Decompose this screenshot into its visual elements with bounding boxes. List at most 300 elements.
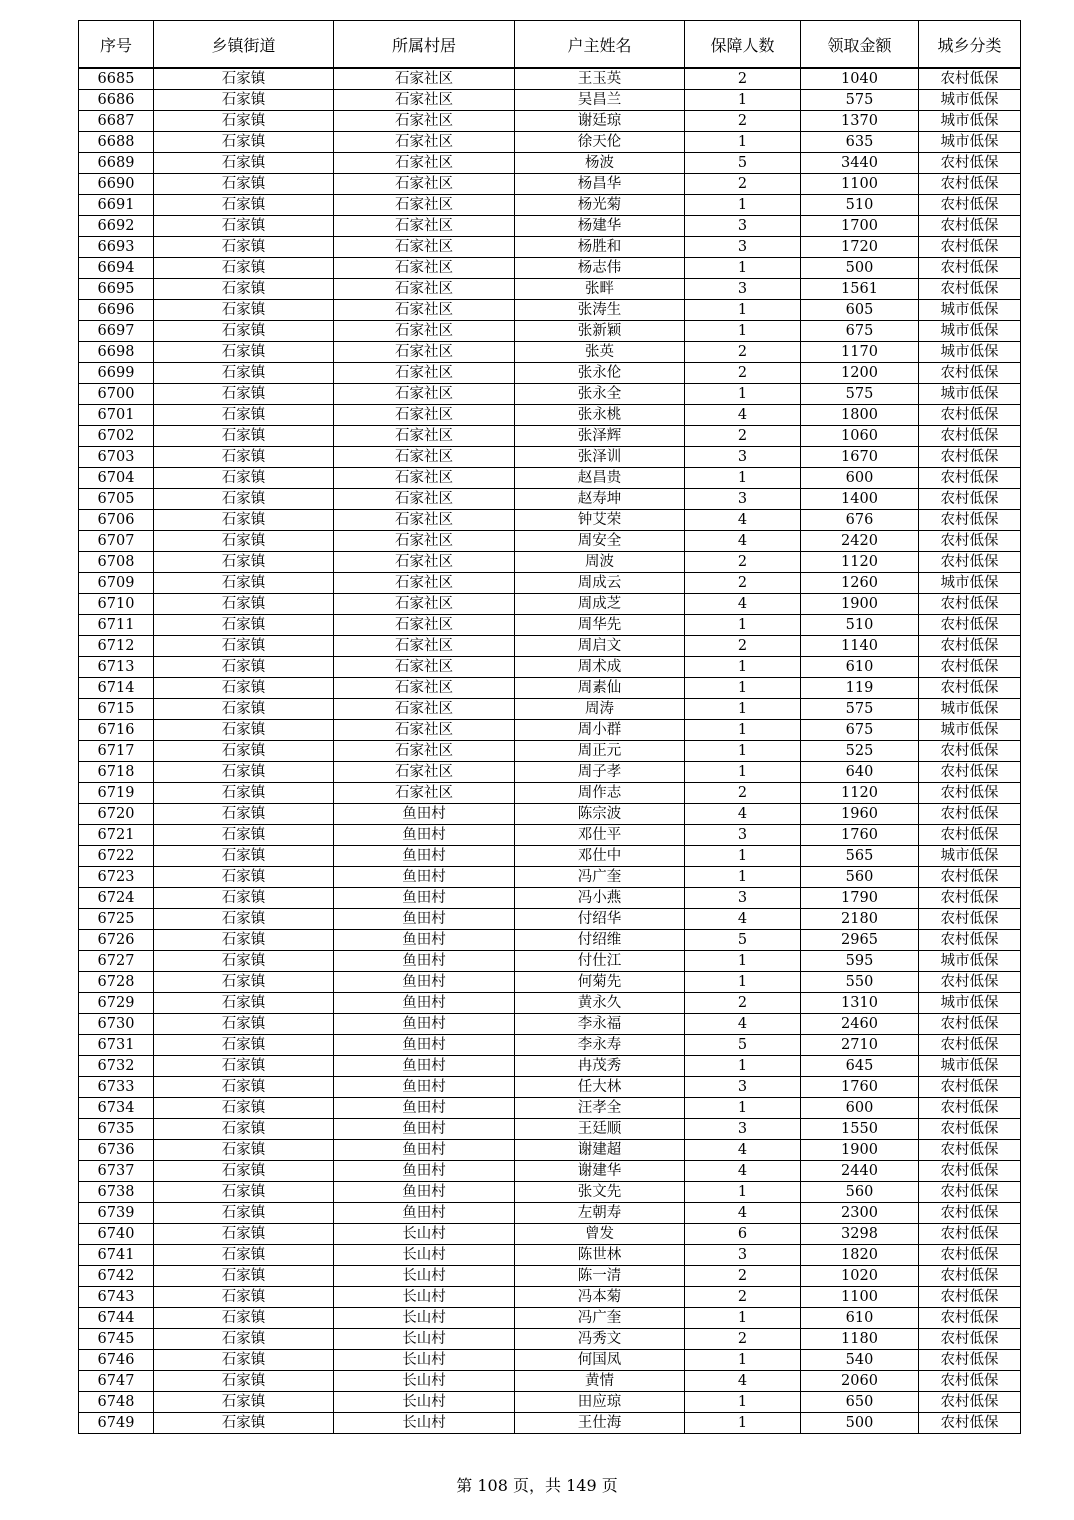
table-row bbox=[79, 1161, 1021, 1182]
cell-town: 石家镇 bbox=[154, 1266, 334, 1287]
cell-category: 农村低保 bbox=[919, 1266, 1021, 1287]
cell-category: 农村低保 bbox=[919, 1119, 1021, 1140]
cell-amount: 575 bbox=[801, 90, 919, 111]
cell-amount: 2060 bbox=[801, 1371, 919, 1392]
table-row bbox=[79, 1119, 1021, 1140]
cell-index: 6719 bbox=[79, 783, 154, 804]
cell-householder: 周素仙 bbox=[515, 678, 685, 699]
cell-householder: 冯广奎 bbox=[515, 867, 685, 888]
cell-householder: 张涛生 bbox=[515, 300, 685, 321]
cell-amount: 1180 bbox=[801, 1329, 919, 1350]
table-row bbox=[79, 174, 1021, 195]
cell-village: 鱼田村 bbox=[334, 1077, 515, 1098]
cell-amount: 600 bbox=[801, 1098, 919, 1119]
cell-category: 农村低保 bbox=[919, 258, 1021, 279]
cell-category: 农村低保 bbox=[919, 237, 1021, 258]
cell-persons: 1 bbox=[685, 321, 801, 342]
cell-householder: 张泽辉 bbox=[515, 426, 685, 447]
cell-village: 石家社区 bbox=[334, 132, 515, 153]
cell-village: 石家社区 bbox=[334, 90, 515, 111]
cell-householder: 周华先 bbox=[515, 615, 685, 636]
cell-village: 石家社区 bbox=[334, 447, 515, 468]
cell-town: 石家镇 bbox=[154, 1161, 334, 1182]
table-row bbox=[79, 1056, 1021, 1077]
cell-persons: 2 bbox=[685, 363, 801, 384]
cell-persons: 3 bbox=[685, 1245, 801, 1266]
cell-village: 鱼田村 bbox=[334, 909, 515, 930]
cell-persons: 2 bbox=[685, 993, 801, 1014]
cell-persons: 1 bbox=[685, 1413, 801, 1434]
cell-index: 6685 bbox=[79, 68, 154, 90]
cell-persons: 2 bbox=[685, 68, 801, 90]
cell-householder: 何菊先 bbox=[515, 972, 685, 993]
cell-village: 长山村 bbox=[334, 1245, 515, 1266]
cell-town: 石家镇 bbox=[154, 804, 334, 825]
cell-category: 农村低保 bbox=[919, 636, 1021, 657]
cell-village: 长山村 bbox=[334, 1392, 515, 1413]
cell-category: 城市低保 bbox=[919, 846, 1021, 867]
cell-amount: 640 bbox=[801, 762, 919, 783]
cell-town: 石家镇 bbox=[154, 174, 334, 195]
cell-category: 农村低保 bbox=[919, 489, 1021, 510]
cell-town: 石家镇 bbox=[154, 1413, 334, 1434]
cell-persons: 4 bbox=[685, 510, 801, 531]
table-row bbox=[79, 237, 1021, 258]
cell-amount: 1060 bbox=[801, 426, 919, 447]
cell-householder: 黄情 bbox=[515, 1371, 685, 1392]
col-header-village: 所属村居 bbox=[334, 21, 515, 69]
cell-amount: 1800 bbox=[801, 405, 919, 426]
cell-amount: 595 bbox=[801, 951, 919, 972]
cell-category: 农村低保 bbox=[919, 615, 1021, 636]
cell-index: 6710 bbox=[79, 594, 154, 615]
cell-town: 石家镇 bbox=[154, 1224, 334, 1245]
cell-index: 6739 bbox=[79, 1203, 154, 1224]
table-row bbox=[79, 1014, 1021, 1035]
cell-category: 城市低保 bbox=[919, 132, 1021, 153]
col-header-category: 城乡分类 bbox=[919, 21, 1021, 69]
cell-persons: 4 bbox=[685, 531, 801, 552]
cell-persons: 4 bbox=[685, 1371, 801, 1392]
cell-town: 石家镇 bbox=[154, 1014, 334, 1035]
cell-town: 石家镇 bbox=[154, 510, 334, 531]
cell-householder: 吴昌兰 bbox=[515, 90, 685, 111]
cell-householder: 周正元 bbox=[515, 741, 685, 762]
cell-category: 农村低保 bbox=[919, 195, 1021, 216]
col-header-amount: 领取金额 bbox=[801, 21, 919, 69]
cell-category: 农村低保 bbox=[919, 825, 1021, 846]
cell-category: 农村低保 bbox=[919, 468, 1021, 489]
cell-amount: 650 bbox=[801, 1392, 919, 1413]
cell-category: 农村低保 bbox=[919, 174, 1021, 195]
cell-persons: 4 bbox=[685, 405, 801, 426]
cell-persons: 1 bbox=[685, 678, 801, 699]
cell-town: 石家镇 bbox=[154, 825, 334, 846]
cell-category: 城市低保 bbox=[919, 993, 1021, 1014]
cell-persons: 1 bbox=[685, 132, 801, 153]
col-header-town: 乡镇街道 bbox=[154, 21, 334, 69]
cell-index: 6704 bbox=[79, 468, 154, 489]
cell-persons: 1 bbox=[685, 384, 801, 405]
cell-town: 石家镇 bbox=[154, 216, 334, 237]
table-row bbox=[79, 68, 1021, 90]
cell-village: 石家社区 bbox=[334, 573, 515, 594]
cell-village: 石家社区 bbox=[334, 552, 515, 573]
table-row bbox=[79, 615, 1021, 636]
cell-householder: 钟艾荣 bbox=[515, 510, 685, 531]
cell-persons: 3 bbox=[685, 237, 801, 258]
cell-index: 6746 bbox=[79, 1350, 154, 1371]
cell-index: 6734 bbox=[79, 1098, 154, 1119]
cell-householder: 赵昌贵 bbox=[515, 468, 685, 489]
cell-village: 石家社区 bbox=[334, 489, 515, 510]
cell-town: 石家镇 bbox=[154, 930, 334, 951]
cell-town: 石家镇 bbox=[154, 615, 334, 636]
cell-persons: 1 bbox=[685, 615, 801, 636]
cell-village: 长山村 bbox=[334, 1413, 515, 1434]
cell-category: 农村低保 bbox=[919, 1392, 1021, 1413]
table-row bbox=[79, 1413, 1021, 1434]
cell-persons: 1 bbox=[685, 846, 801, 867]
table-row bbox=[79, 489, 1021, 510]
cell-village: 石家社区 bbox=[334, 699, 515, 720]
cell-amount: 610 bbox=[801, 1308, 919, 1329]
cell-householder: 周子孝 bbox=[515, 762, 685, 783]
cell-index: 6730 bbox=[79, 1014, 154, 1035]
cell-town: 石家镇 bbox=[154, 300, 334, 321]
cell-persons: 4 bbox=[685, 909, 801, 930]
cell-amount: 645 bbox=[801, 1056, 919, 1077]
table-row bbox=[79, 1098, 1021, 1119]
cell-index: 6688 bbox=[79, 132, 154, 153]
cell-persons: 2 bbox=[685, 174, 801, 195]
cell-persons: 3 bbox=[685, 447, 801, 468]
table-header bbox=[79, 21, 1021, 69]
cell-village: 石家社区 bbox=[334, 195, 515, 216]
cell-householder: 冯小燕 bbox=[515, 888, 685, 909]
cell-index: 6699 bbox=[79, 363, 154, 384]
cell-amount: 525 bbox=[801, 741, 919, 762]
cell-village: 鱼田村 bbox=[334, 930, 515, 951]
cell-amount: 1790 bbox=[801, 888, 919, 909]
cell-householder: 赵寿坤 bbox=[515, 489, 685, 510]
col-header-persons: 保障人数 bbox=[685, 21, 801, 69]
cell-householder: 任大林 bbox=[515, 1077, 685, 1098]
cell-index: 6721 bbox=[79, 825, 154, 846]
cell-category: 农村低保 bbox=[919, 867, 1021, 888]
cell-amount: 605 bbox=[801, 300, 919, 321]
cell-persons: 1 bbox=[685, 1392, 801, 1413]
cell-category: 农村低保 bbox=[919, 1413, 1021, 1434]
cell-town: 石家镇 bbox=[154, 678, 334, 699]
cell-amount: 1900 bbox=[801, 1140, 919, 1161]
table-row bbox=[79, 1182, 1021, 1203]
cell-village: 鱼田村 bbox=[334, 888, 515, 909]
cell-category: 农村低保 bbox=[919, 1140, 1021, 1161]
table-row bbox=[79, 720, 1021, 741]
cell-amount: 3298 bbox=[801, 1224, 919, 1245]
cell-index: 6707 bbox=[79, 531, 154, 552]
cell-persons: 4 bbox=[685, 1203, 801, 1224]
cell-index: 6702 bbox=[79, 426, 154, 447]
cell-householder: 田应琼 bbox=[515, 1392, 685, 1413]
cell-village: 鱼田村 bbox=[334, 825, 515, 846]
cell-town: 石家镇 bbox=[154, 1035, 334, 1056]
cell-persons: 1 bbox=[685, 762, 801, 783]
table-row bbox=[79, 1224, 1021, 1245]
cell-village: 石家社区 bbox=[334, 300, 515, 321]
table-row bbox=[79, 363, 1021, 384]
cell-village: 石家社区 bbox=[334, 636, 515, 657]
cell-category: 农村低保 bbox=[919, 741, 1021, 762]
cell-index: 6720 bbox=[79, 804, 154, 825]
cell-amount: 2440 bbox=[801, 1161, 919, 1182]
cell-householder: 付绍维 bbox=[515, 930, 685, 951]
cell-village: 石家社区 bbox=[334, 531, 515, 552]
col-header-householder: 户主姓名 bbox=[515, 21, 685, 69]
cell-amount: 1200 bbox=[801, 363, 919, 384]
cell-householder: 曾发 bbox=[515, 1224, 685, 1245]
cell-category: 农村低保 bbox=[919, 1161, 1021, 1182]
cell-category: 城市低保 bbox=[919, 342, 1021, 363]
cell-village: 石家社区 bbox=[334, 741, 515, 762]
cell-village: 鱼田村 bbox=[334, 1182, 515, 1203]
table-row bbox=[79, 741, 1021, 762]
cell-amount: 575 bbox=[801, 699, 919, 720]
cell-amount: 1720 bbox=[801, 237, 919, 258]
cell-householder: 陈一清 bbox=[515, 1266, 685, 1287]
cell-village: 石家社区 bbox=[334, 783, 515, 804]
cell-category: 城市低保 bbox=[919, 300, 1021, 321]
cell-category: 农村低保 bbox=[919, 1371, 1021, 1392]
table-row bbox=[79, 657, 1021, 678]
table-row bbox=[79, 1140, 1021, 1161]
table-row bbox=[79, 1392, 1021, 1413]
cell-amount: 3440 bbox=[801, 153, 919, 174]
cell-householder: 张永全 bbox=[515, 384, 685, 405]
cell-category: 农村低保 bbox=[919, 1287, 1021, 1308]
table-row bbox=[79, 153, 1021, 174]
cell-town: 石家镇 bbox=[154, 1077, 334, 1098]
cell-index: 6740 bbox=[79, 1224, 154, 1245]
cell-persons: 3 bbox=[685, 279, 801, 300]
cell-town: 石家镇 bbox=[154, 846, 334, 867]
cell-category: 农村低保 bbox=[919, 909, 1021, 930]
table-row bbox=[79, 1203, 1021, 1224]
table-row bbox=[79, 678, 1021, 699]
cell-index: 6732 bbox=[79, 1056, 154, 1077]
cell-householder: 徐天伦 bbox=[515, 132, 685, 153]
cell-amount: 1820 bbox=[801, 1245, 919, 1266]
cell-persons: 2 bbox=[685, 552, 801, 573]
cell-householder: 周成芝 bbox=[515, 594, 685, 615]
cell-persons: 5 bbox=[685, 153, 801, 174]
cell-town: 石家镇 bbox=[154, 720, 334, 741]
cell-town: 石家镇 bbox=[154, 531, 334, 552]
cell-category: 城市低保 bbox=[919, 384, 1021, 405]
cell-town: 石家镇 bbox=[154, 384, 334, 405]
cell-index: 6705 bbox=[79, 489, 154, 510]
cell-category: 农村低保 bbox=[919, 1224, 1021, 1245]
cell-amount: 2460 bbox=[801, 1014, 919, 1035]
cell-amount: 2965 bbox=[801, 930, 919, 951]
cell-amount: 2300 bbox=[801, 1203, 919, 1224]
cell-amount: 510 bbox=[801, 615, 919, 636]
cell-village: 石家社区 bbox=[334, 384, 515, 405]
cell-householder: 付仕江 bbox=[515, 951, 685, 972]
cell-householder: 杨建华 bbox=[515, 216, 685, 237]
cell-village: 石家社区 bbox=[334, 153, 515, 174]
cell-village: 鱼田村 bbox=[334, 993, 515, 1014]
cell-index: 6725 bbox=[79, 909, 154, 930]
table-row bbox=[79, 804, 1021, 825]
cell-town: 石家镇 bbox=[154, 993, 334, 1014]
cell-town: 石家镇 bbox=[154, 489, 334, 510]
cell-index: 6706 bbox=[79, 510, 154, 531]
cell-amount: 2420 bbox=[801, 531, 919, 552]
cell-village: 石家社区 bbox=[334, 342, 515, 363]
cell-index: 6745 bbox=[79, 1329, 154, 1350]
cell-householder: 杨志伟 bbox=[515, 258, 685, 279]
cell-town: 石家镇 bbox=[154, 699, 334, 720]
cell-town: 石家镇 bbox=[154, 321, 334, 342]
cell-town: 石家镇 bbox=[154, 132, 334, 153]
cell-village: 长山村 bbox=[334, 1287, 515, 1308]
cell-amount: 675 bbox=[801, 720, 919, 741]
cell-amount: 635 bbox=[801, 132, 919, 153]
cell-index: 6708 bbox=[79, 552, 154, 573]
cell-householder: 杨波 bbox=[515, 153, 685, 174]
cell-town: 石家镇 bbox=[154, 1371, 334, 1392]
cell-persons: 2 bbox=[685, 1266, 801, 1287]
cell-village: 长山村 bbox=[334, 1350, 515, 1371]
cell-town: 石家镇 bbox=[154, 111, 334, 132]
cell-category: 农村低保 bbox=[919, 804, 1021, 825]
cell-index: 6691 bbox=[79, 195, 154, 216]
cell-index: 6744 bbox=[79, 1308, 154, 1329]
cell-category: 农村低保 bbox=[919, 1329, 1021, 1350]
cell-householder: 付绍华 bbox=[515, 909, 685, 930]
cell-householder: 张永桃 bbox=[515, 405, 685, 426]
cell-village: 长山村 bbox=[334, 1266, 515, 1287]
cell-village: 石家社区 bbox=[334, 216, 515, 237]
cell-category: 农村低保 bbox=[919, 216, 1021, 237]
cell-index: 6736 bbox=[79, 1140, 154, 1161]
cell-index: 6709 bbox=[79, 573, 154, 594]
cell-category: 农村低保 bbox=[919, 1035, 1021, 1056]
cell-householder: 周启文 bbox=[515, 636, 685, 657]
cell-category: 农村低保 bbox=[919, 594, 1021, 615]
cell-village: 鱼田村 bbox=[334, 1056, 515, 1077]
cell-amount: 1760 bbox=[801, 1077, 919, 1098]
cell-index: 6728 bbox=[79, 972, 154, 993]
table-row bbox=[79, 1266, 1021, 1287]
cell-index: 6696 bbox=[79, 300, 154, 321]
cell-persons: 3 bbox=[685, 1077, 801, 1098]
cell-town: 石家镇 bbox=[154, 90, 334, 111]
cell-persons: 1 bbox=[685, 90, 801, 111]
cell-persons: 2 bbox=[685, 426, 801, 447]
cell-amount: 1561 bbox=[801, 279, 919, 300]
cell-persons: 5 bbox=[685, 1035, 801, 1056]
cell-category: 农村低保 bbox=[919, 888, 1021, 909]
cell-town: 石家镇 bbox=[154, 867, 334, 888]
cell-category: 农村低保 bbox=[919, 1014, 1021, 1035]
cell-amount: 510 bbox=[801, 195, 919, 216]
cell-village: 石家社区 bbox=[334, 468, 515, 489]
col-header-index: 序号 bbox=[79, 21, 154, 69]
cell-town: 石家镇 bbox=[154, 279, 334, 300]
cell-amount: 1020 bbox=[801, 1266, 919, 1287]
table-row bbox=[79, 1371, 1021, 1392]
cell-category: 农村低保 bbox=[919, 1077, 1021, 1098]
cell-category: 农村低保 bbox=[919, 762, 1021, 783]
cell-town: 石家镇 bbox=[154, 909, 334, 930]
cell-amount: 119 bbox=[801, 678, 919, 699]
cell-category: 农村低保 bbox=[919, 1308, 1021, 1329]
cell-town: 石家镇 bbox=[154, 68, 334, 90]
table-row bbox=[79, 258, 1021, 279]
cell-village: 石家社区 bbox=[334, 363, 515, 384]
cell-village: 鱼田村 bbox=[334, 1098, 515, 1119]
cell-householder: 张永伦 bbox=[515, 363, 685, 384]
cell-index: 6695 bbox=[79, 279, 154, 300]
cell-householder: 周波 bbox=[515, 552, 685, 573]
cell-householder: 汪孝全 bbox=[515, 1098, 685, 1119]
cell-index: 6718 bbox=[79, 762, 154, 783]
cell-householder: 杨胜和 bbox=[515, 237, 685, 258]
cell-index: 6741 bbox=[79, 1245, 154, 1266]
cell-householder: 张泽训 bbox=[515, 447, 685, 468]
cell-index: 6743 bbox=[79, 1287, 154, 1308]
cell-amount: 1100 bbox=[801, 1287, 919, 1308]
cell-persons: 4 bbox=[685, 804, 801, 825]
cell-town: 石家镇 bbox=[154, 363, 334, 384]
cell-town: 石家镇 bbox=[154, 342, 334, 363]
cell-village: 石家社区 bbox=[334, 510, 515, 531]
cell-index: 6727 bbox=[79, 951, 154, 972]
cell-amount: 1670 bbox=[801, 447, 919, 468]
cell-index: 6713 bbox=[79, 657, 154, 678]
table-row bbox=[79, 552, 1021, 573]
cell-index: 6692 bbox=[79, 216, 154, 237]
cell-index: 6729 bbox=[79, 993, 154, 1014]
cell-village: 石家社区 bbox=[334, 237, 515, 258]
cell-householder: 冉茂秀 bbox=[515, 1056, 685, 1077]
cell-persons: 1 bbox=[685, 1056, 801, 1077]
cell-category: 农村低保 bbox=[919, 678, 1021, 699]
cell-index: 6700 bbox=[79, 384, 154, 405]
cell-category: 农村低保 bbox=[919, 426, 1021, 447]
cell-category: 城市低保 bbox=[919, 699, 1021, 720]
cell-village: 鱼田村 bbox=[334, 951, 515, 972]
cell-index: 6689 bbox=[79, 153, 154, 174]
table-row bbox=[79, 510, 1021, 531]
cell-householder: 黄永久 bbox=[515, 993, 685, 1014]
cell-amount: 1760 bbox=[801, 825, 919, 846]
cell-amount: 2710 bbox=[801, 1035, 919, 1056]
table-row bbox=[79, 447, 1021, 468]
cell-persons: 1 bbox=[685, 720, 801, 741]
page-footer: 第 108 页，共 149 页 bbox=[456, 1476, 618, 1495]
cell-amount: 610 bbox=[801, 657, 919, 678]
cell-amount: 550 bbox=[801, 972, 919, 993]
cell-town: 石家镇 bbox=[154, 405, 334, 426]
cell-village: 长山村 bbox=[334, 1329, 515, 1350]
cell-category: 城市低保 bbox=[919, 321, 1021, 342]
cell-amount: 575 bbox=[801, 384, 919, 405]
cell-persons: 4 bbox=[685, 1161, 801, 1182]
